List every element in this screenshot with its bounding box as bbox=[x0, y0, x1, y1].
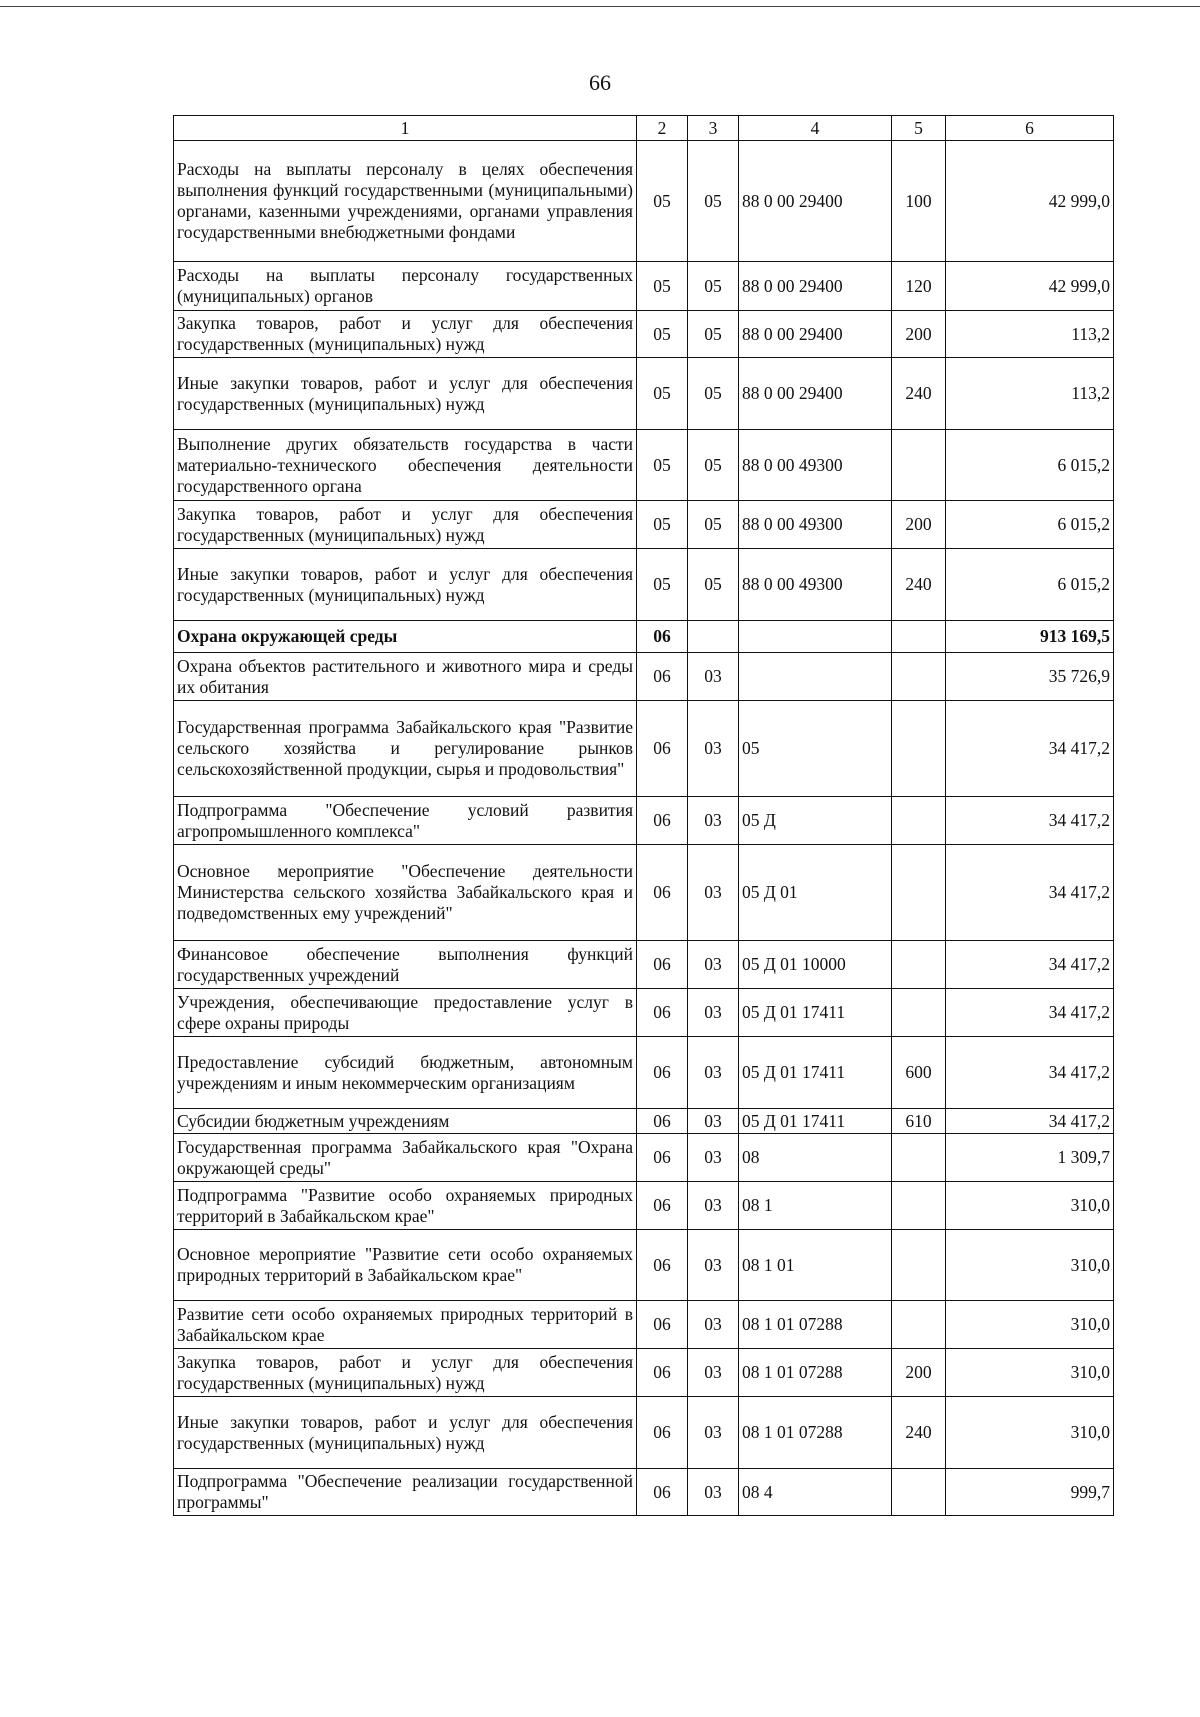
target-article-code: 05 Д 01 17411 bbox=[739, 1109, 892, 1134]
section-code: 06 bbox=[637, 1134, 688, 1182]
column-header: 5 bbox=[892, 116, 946, 141]
subsection-code: 03 bbox=[688, 941, 739, 989]
amount-value: 310,0 bbox=[946, 1230, 1114, 1301]
expense-type-code bbox=[892, 845, 946, 941]
section-code: 06 bbox=[637, 845, 688, 941]
row-description: Охрана объектов растительного и животного мира и среды их обитания bbox=[174, 653, 637, 701]
subsection-code: 03 bbox=[688, 1301, 739, 1349]
subsection-code: 03 bbox=[688, 1134, 739, 1182]
expense-type-code: 600 bbox=[892, 1037, 946, 1109]
subsection-code: 03 bbox=[688, 845, 739, 941]
table-row bbox=[174, 1301, 1114, 1349]
row-description: Подпрограмма "Обеспечение реализации государственной программы" bbox=[174, 1469, 637, 1516]
target-article-code bbox=[739, 621, 892, 653]
table-row bbox=[174, 653, 1114, 701]
budget-table-body bbox=[174, 116, 1114, 1516]
section-code: 06 bbox=[637, 941, 688, 989]
target-article-code: 88 0 00 49300 bbox=[739, 501, 892, 549]
amount-value: 999,7 bbox=[946, 1469, 1114, 1516]
expense-type-code bbox=[892, 1469, 946, 1516]
row-description: Иные закупки товаров, работ и услуг для обеспечения государственных (муниципальных) нужд bbox=[174, 358, 637, 430]
amount-value: 1 309,7 bbox=[946, 1134, 1114, 1182]
row-description: Расходы на выплаты персоналу государственных (муниципальных) органов bbox=[174, 262, 637, 311]
table-row bbox=[174, 1109, 1114, 1134]
target-article-code bbox=[739, 653, 892, 701]
table-row bbox=[174, 1037, 1114, 1109]
row-description: Основное мероприятие "Обеспечение деятельности Министерства сельского хозяйства Забайкальского края и подведомственных ему учреждений" bbox=[174, 845, 637, 941]
section-code: 06 bbox=[637, 1301, 688, 1349]
subsection-code bbox=[688, 621, 739, 653]
expense-type-code bbox=[892, 1182, 946, 1230]
row-description: Государственная программа Забайкальского края "Охрана окружающей среды" bbox=[174, 1134, 637, 1182]
target-article-code: 88 0 00 49300 bbox=[739, 430, 892, 501]
expense-type-code: 200 bbox=[892, 1349, 946, 1397]
target-article-code: 05 Д 01 17411 bbox=[739, 1037, 892, 1109]
row-description: Расходы на выплаты персоналу в целях обеспечения выполнения функций государственными (муниципальными) органами, казенными учреждениями, органами управления государственными внебюджетными фондами bbox=[174, 141, 637, 262]
amount-value: 42 999,0 bbox=[946, 141, 1114, 262]
expense-type-code: 200 bbox=[892, 501, 946, 549]
table-row bbox=[174, 1469, 1114, 1516]
row-description: Закупка товаров, работ и услуг для обеспечения государственных (муниципальных) нужд bbox=[174, 501, 637, 549]
expense-type-code: 200 bbox=[892, 311, 946, 358]
target-article-code: 08 1 01 07288 bbox=[739, 1397, 892, 1469]
row-description: Финансовое обеспечение выполнения функций государственных учреждений bbox=[174, 941, 637, 989]
subsection-code: 05 bbox=[688, 430, 739, 501]
section-code: 06 bbox=[637, 1109, 688, 1134]
target-article-code: 88 0 00 29400 bbox=[739, 262, 892, 311]
expense-type-code bbox=[892, 941, 946, 989]
table-row bbox=[174, 701, 1114, 797]
table-row bbox=[174, 549, 1114, 621]
section-code: 06 bbox=[637, 621, 688, 653]
target-article-code: 08 4 bbox=[739, 1469, 892, 1516]
row-description: Иные закупки товаров, работ и услуг для обеспечения государственных (муниципальных) нужд bbox=[174, 1397, 637, 1469]
subsection-code: 03 bbox=[688, 1230, 739, 1301]
amount-value: 34 417,2 bbox=[946, 701, 1114, 797]
section-code: 06 bbox=[637, 1037, 688, 1109]
row-description: Основное мероприятие "Развитие сети особо охраняемых природных территорий в Забайкальском крае" bbox=[174, 1230, 637, 1301]
section-code: 06 bbox=[637, 1349, 688, 1397]
column-header: 4 bbox=[739, 116, 892, 141]
target-article-code: 05 bbox=[739, 701, 892, 797]
section-code: 05 bbox=[637, 501, 688, 549]
target-article-code: 88 0 00 29400 bbox=[739, 358, 892, 430]
section-code: 06 bbox=[637, 1230, 688, 1301]
table-row bbox=[174, 1349, 1114, 1397]
row-description: Выполнение других обязательств государства в части материально-технического обеспечения деятельности государственного органа bbox=[174, 430, 637, 501]
table-row bbox=[174, 845, 1114, 941]
amount-value: 310,0 bbox=[946, 1301, 1114, 1349]
row-description: Развитие сети особо охраняемых природных территорий в Забайкальском крае bbox=[174, 1301, 637, 1349]
row-description: Государственная программа Забайкальского края "Развитие сельского хозяйства и регулирование рынков сельскохозяйственной продукции, сырья и продовольствия" bbox=[174, 701, 637, 797]
target-article-code: 05 Д 01 17411 bbox=[739, 989, 892, 1037]
target-article-code: 08 1 01 07288 bbox=[739, 1301, 892, 1349]
amount-value: 34 417,2 bbox=[946, 1109, 1114, 1134]
table-row bbox=[174, 262, 1114, 311]
section-code: 05 bbox=[637, 262, 688, 311]
table-row bbox=[174, 430, 1114, 501]
subsection-code: 03 bbox=[688, 1109, 739, 1134]
amount-value: 6 015,2 bbox=[946, 501, 1114, 549]
target-article-code: 88 0 00 29400 bbox=[739, 141, 892, 262]
subsection-code: 05 bbox=[688, 262, 739, 311]
section-code: 05 bbox=[637, 549, 688, 621]
target-article-code: 08 1 01 07288 bbox=[739, 1349, 892, 1397]
table-header-row bbox=[174, 116, 1114, 141]
row-description: Субсидии бюджетным учреждениям bbox=[174, 1109, 637, 1134]
table-row bbox=[174, 1230, 1114, 1301]
target-article-code: 08 bbox=[739, 1134, 892, 1182]
section-code: 06 bbox=[637, 797, 688, 845]
table-row bbox=[174, 1134, 1114, 1182]
amount-value: 35 726,9 bbox=[946, 653, 1114, 701]
subsection-code: 03 bbox=[688, 1349, 739, 1397]
subsection-code: 03 bbox=[688, 1182, 739, 1230]
amount-value: 113,2 bbox=[946, 358, 1114, 430]
expense-type-code: 240 bbox=[892, 358, 946, 430]
table-row bbox=[174, 501, 1114, 549]
subsection-code: 03 bbox=[688, 1037, 739, 1109]
table-row bbox=[174, 141, 1114, 262]
expense-type-code bbox=[892, 430, 946, 501]
column-header: 1 bbox=[174, 116, 637, 141]
target-article-code: 05 Д 01 10000 bbox=[739, 941, 892, 989]
expense-type-code bbox=[892, 621, 946, 653]
target-article-code: 88 0 00 49300 bbox=[739, 549, 892, 621]
row-description: Подпрограмма "Развитие особо охраняемых природных территорий в Забайкальском крае" bbox=[174, 1182, 637, 1230]
section-code: 06 bbox=[637, 653, 688, 701]
amount-value: 34 417,2 bbox=[946, 941, 1114, 989]
column-header: 6 bbox=[946, 116, 1114, 141]
subsection-code: 03 bbox=[688, 701, 739, 797]
amount-value: 113,2 bbox=[946, 311, 1114, 358]
row-description: Закупка товаров, работ и услуг для обеспечения государственных (муниципальных) нужд bbox=[174, 1349, 637, 1397]
expense-type-code bbox=[892, 701, 946, 797]
column-header: 3 bbox=[688, 116, 739, 141]
table-row bbox=[174, 1397, 1114, 1469]
expense-type-code: 240 bbox=[892, 549, 946, 621]
subsection-code: 05 bbox=[688, 549, 739, 621]
table-row bbox=[174, 989, 1114, 1037]
section-code: 06 bbox=[637, 1182, 688, 1230]
expense-type-code: 610 bbox=[892, 1109, 946, 1134]
section-code: 06 bbox=[637, 1397, 688, 1469]
column-header: 2 bbox=[637, 116, 688, 141]
target-article-code: 08 1 01 bbox=[739, 1230, 892, 1301]
row-description: Закупка товаров, работ и услуг для обеспечения государственных (муниципальных) нужд bbox=[174, 311, 637, 358]
amount-value: 913 169,5 bbox=[946, 621, 1114, 653]
expense-type-code bbox=[892, 1230, 946, 1301]
amount-value: 6 015,2 bbox=[946, 549, 1114, 621]
expense-type-code bbox=[892, 653, 946, 701]
expense-type-code bbox=[892, 797, 946, 845]
section-code: 06 bbox=[637, 989, 688, 1037]
amount-value: 34 417,2 bbox=[946, 797, 1114, 845]
table-row bbox=[174, 1182, 1114, 1230]
section-code: 05 bbox=[637, 430, 688, 501]
target-article-code: 05 Д bbox=[739, 797, 892, 845]
table-row bbox=[174, 797, 1114, 845]
row-description: Предоставление субсидий бюджетным, автономным учреждениям и иным некоммерческим организациям bbox=[174, 1037, 637, 1109]
table-row bbox=[174, 941, 1114, 989]
amount-value: 34 417,2 bbox=[946, 989, 1114, 1037]
subsection-code: 03 bbox=[688, 797, 739, 845]
subsection-code: 03 bbox=[688, 989, 739, 1037]
row-description: Учреждения, обеспечивающие предоставление услуг в сфере охраны природы bbox=[174, 989, 637, 1037]
row-description: Охрана окружающей среды bbox=[174, 621, 637, 653]
subsection-code: 05 bbox=[688, 311, 739, 358]
section-code: 05 bbox=[637, 311, 688, 358]
table-row bbox=[174, 311, 1114, 358]
top-border-line bbox=[0, 6, 1200, 7]
amount-value: 34 417,2 bbox=[946, 845, 1114, 941]
section-code: 05 bbox=[637, 358, 688, 430]
target-article-code: 08 1 bbox=[739, 1182, 892, 1230]
subsection-code: 03 bbox=[688, 1469, 739, 1516]
amount-value: 310,0 bbox=[946, 1349, 1114, 1397]
row-description: Иные закупки товаров, работ и услуг для обеспечения государственных (муниципальных) нужд bbox=[174, 549, 637, 621]
table-row bbox=[174, 621, 1114, 653]
target-article-code: 88 0 00 29400 bbox=[739, 311, 892, 358]
amount-value: 310,0 bbox=[946, 1397, 1114, 1469]
amount-value: 6 015,2 bbox=[946, 430, 1114, 501]
section-code: 06 bbox=[637, 1469, 688, 1516]
expense-type-code: 240 bbox=[892, 1397, 946, 1469]
amount-value: 42 999,0 bbox=[946, 262, 1114, 311]
expense-type-code: 120 bbox=[892, 262, 946, 311]
table-row bbox=[174, 358, 1114, 430]
expense-type-code: 100 bbox=[892, 141, 946, 262]
subsection-code: 05 bbox=[688, 141, 739, 262]
expense-type-code bbox=[892, 1301, 946, 1349]
expense-type-code bbox=[892, 1134, 946, 1182]
subsection-code: 03 bbox=[688, 653, 739, 701]
budget-table bbox=[173, 115, 1114, 1516]
amount-value: 310,0 bbox=[946, 1182, 1114, 1230]
subsection-code: 05 bbox=[688, 358, 739, 430]
section-code: 05 bbox=[637, 141, 688, 262]
target-article-code: 05 Д 01 bbox=[739, 845, 892, 941]
subsection-code: 03 bbox=[688, 1397, 739, 1469]
row-description: Подпрограмма "Обеспечение условий развития агропромышленного комплекса" bbox=[174, 797, 637, 845]
subsection-code: 05 bbox=[688, 501, 739, 549]
amount-value: 34 417,2 bbox=[946, 1037, 1114, 1109]
page-number: 66 bbox=[589, 70, 611, 95]
expense-type-code bbox=[892, 989, 946, 1037]
section-code: 06 bbox=[637, 701, 688, 797]
